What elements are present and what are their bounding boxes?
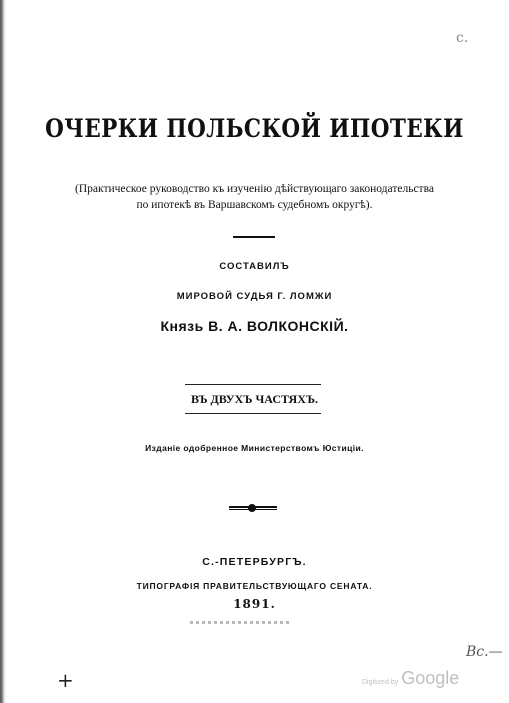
handwritten-mark-bottom-right: Вс.— bbox=[466, 644, 503, 660]
parts-rule-bottom bbox=[185, 413, 321, 414]
watermark-logo: Google bbox=[401, 668, 460, 688]
ornament-divider bbox=[233, 236, 275, 238]
digitized-watermark bbox=[362, 668, 459, 689]
compiled-by-label: СОСТАВИЛЪ bbox=[219, 261, 290, 272]
author-name: Князь В. А. ВОЛКОНСКІЙ. bbox=[160, 318, 349, 334]
pencil-mark-top: с. bbox=[456, 30, 469, 46]
subtitle-line-2: по ипотекѣ въ Варшавскомъ судебномъ округѣ). bbox=[136, 199, 373, 211]
faded-stamp bbox=[190, 621, 290, 624]
book-title: ОЧЕРКИ ПОЛЬСКОЙ ИПОТЕКИ bbox=[45, 114, 464, 143]
author-position: МИРОВОЙ СУДЬЯ Г. ЛОМЖИ bbox=[176, 291, 333, 302]
approval-note: Изданіе одобренное Министерствомъ Юстиціи. bbox=[145, 443, 364, 453]
parts-rule-top bbox=[185, 384, 321, 385]
plus-mark: + bbox=[57, 668, 74, 692]
subtitle-line-1: (Практическое руководство къ изученію дѣйствующаго законодательства bbox=[75, 183, 434, 195]
publication-year: 1891. bbox=[233, 597, 276, 611]
printing-house: ТИПОГРАФІЯ ПРАВИТЕЛЬСТВУЮЩАГО СЕНАТА. bbox=[136, 581, 373, 591]
publication-city: С.-ПЕТЕРБУРГЪ. bbox=[202, 556, 307, 568]
parts-note: ВЪ ДВУХЪ ЧАСТЯХЪ. bbox=[190, 392, 319, 406]
ornament-dot-divider bbox=[229, 506, 277, 510]
watermark-prefix: Digitized by bbox=[362, 679, 399, 686]
